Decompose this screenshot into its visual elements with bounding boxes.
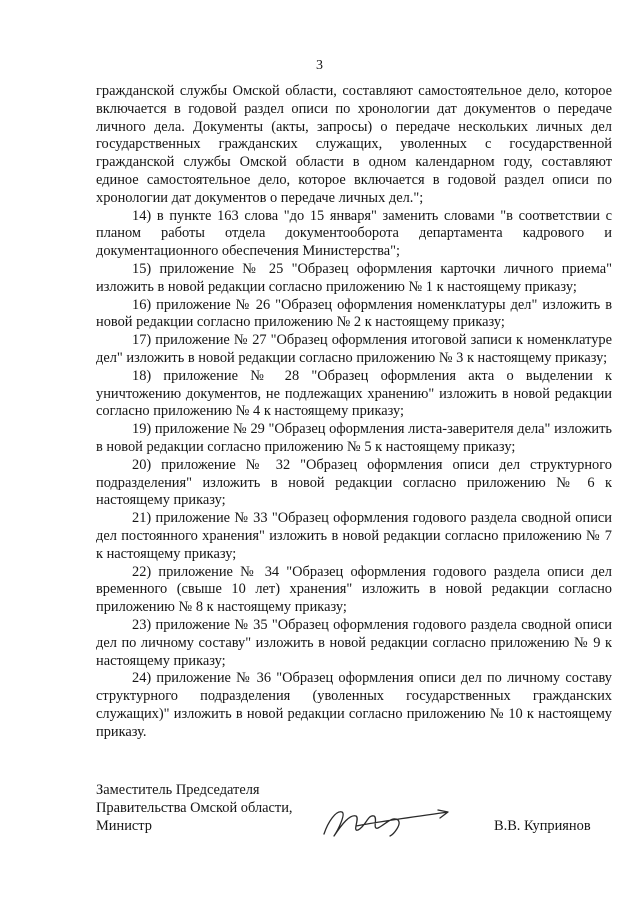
paragraph-item-17: 17) приложение № 27 "Образец оформления итоговой записи к номенклатуре дел" изложить в новой редакции согласно приложению № 3 к настоящему приказу; (96, 332, 612, 366)
paragraph-item-18: 18) приложение № 28 "Образец оформления акта о выделении к уничтожению документов, не подлежащих хранению" изложить в новой редакции согласно приложению № 4 к настоящему приказу; (96, 367, 612, 420)
document-body (96, 83, 612, 741)
paragraph-item-24: 24) приложение № 36 "Образец оформления описи дел по личному составу структурного подразделения (уволенных государственных гражданских служащих)" изложить в новой редакции согласно приложению № 10 к настоящему приказу. (96, 670, 612, 740)
paragraph-item-20: 20) приложение № 32 "Образец оформления описи дел структурного подразделения" изложить в новой редакции согласно приложению № 6 к настоящему приказу; (96, 456, 612, 509)
paragraph-item-14: 14) в пункте 163 слова "до 15 января" заменить словами "в соответствии с планом работы отдела документооборота департамента кадрового и документационного обеспечения Министерства"; (96, 207, 612, 260)
signer-title-line-3: Министр (96, 818, 152, 834)
paragraph-item-16: 16) приложение № 26 "Образец оформления номенклатуры дел" изложить в новой редакции согласно приложению № 2 к настоящему приказу; (96, 296, 612, 331)
paragraph-item-23: 23) приложение № 35 "Образец оформления годового раздела сводной описи дел по личному составу" изложить в новой редакции согласно приложению № 9 к настоящему приказу; (96, 616, 612, 669)
paragraph-item-22: 22) приложение № 34 "Образец оформления годового раздела описи дел временного (свыше 10 лет) хранения" изложить в новой редакции согласно приложению № 8 к настоящему приказу; (96, 563, 612, 616)
paragraph-item-15: 15) приложение № 25 "Образец оформления карточки личного приема" изложить в новой редакции согласно приложению № 1 к настоящему приказу; (96, 260, 612, 295)
paragraph-1: гражданской службы Омской области, составляют самостоятельное дело, которое включается в годовой раздел описи по хронологии дат документов о передаче личного дела. Документы (акты, запросы) о передаче нескольких личных дел государственных гражданских служащих, уволенных с государственной гражданской службы Омской области в одном календарном году, составляют единое самостоятельное дело, которое включается в годовой раздел описи по хронологии дат документов о передаче личных дел."; (96, 83, 612, 206)
signer-title-line-2: Правительства Омской области, (96, 800, 293, 816)
signer-name: В.В. Куприянов (494, 818, 591, 834)
page-number: 3 (316, 58, 323, 73)
handwritten-signature (316, 800, 458, 842)
paragraph-item-19: 19) приложение № 29 "Образец оформления листа-заверителя дела" изложить в новой редакции согласно приложению № 5 к настоящему приказу; (96, 421, 612, 455)
signer-title-line-1: Заместитель Председателя (96, 782, 260, 798)
paragraph-item-21: 21) приложение № 33 "Образец оформления годового раздела сводной описи дел постоянного хранения" изложить в новой редакции согласно приложению № 7 к настоящему приказу; (96, 510, 612, 562)
